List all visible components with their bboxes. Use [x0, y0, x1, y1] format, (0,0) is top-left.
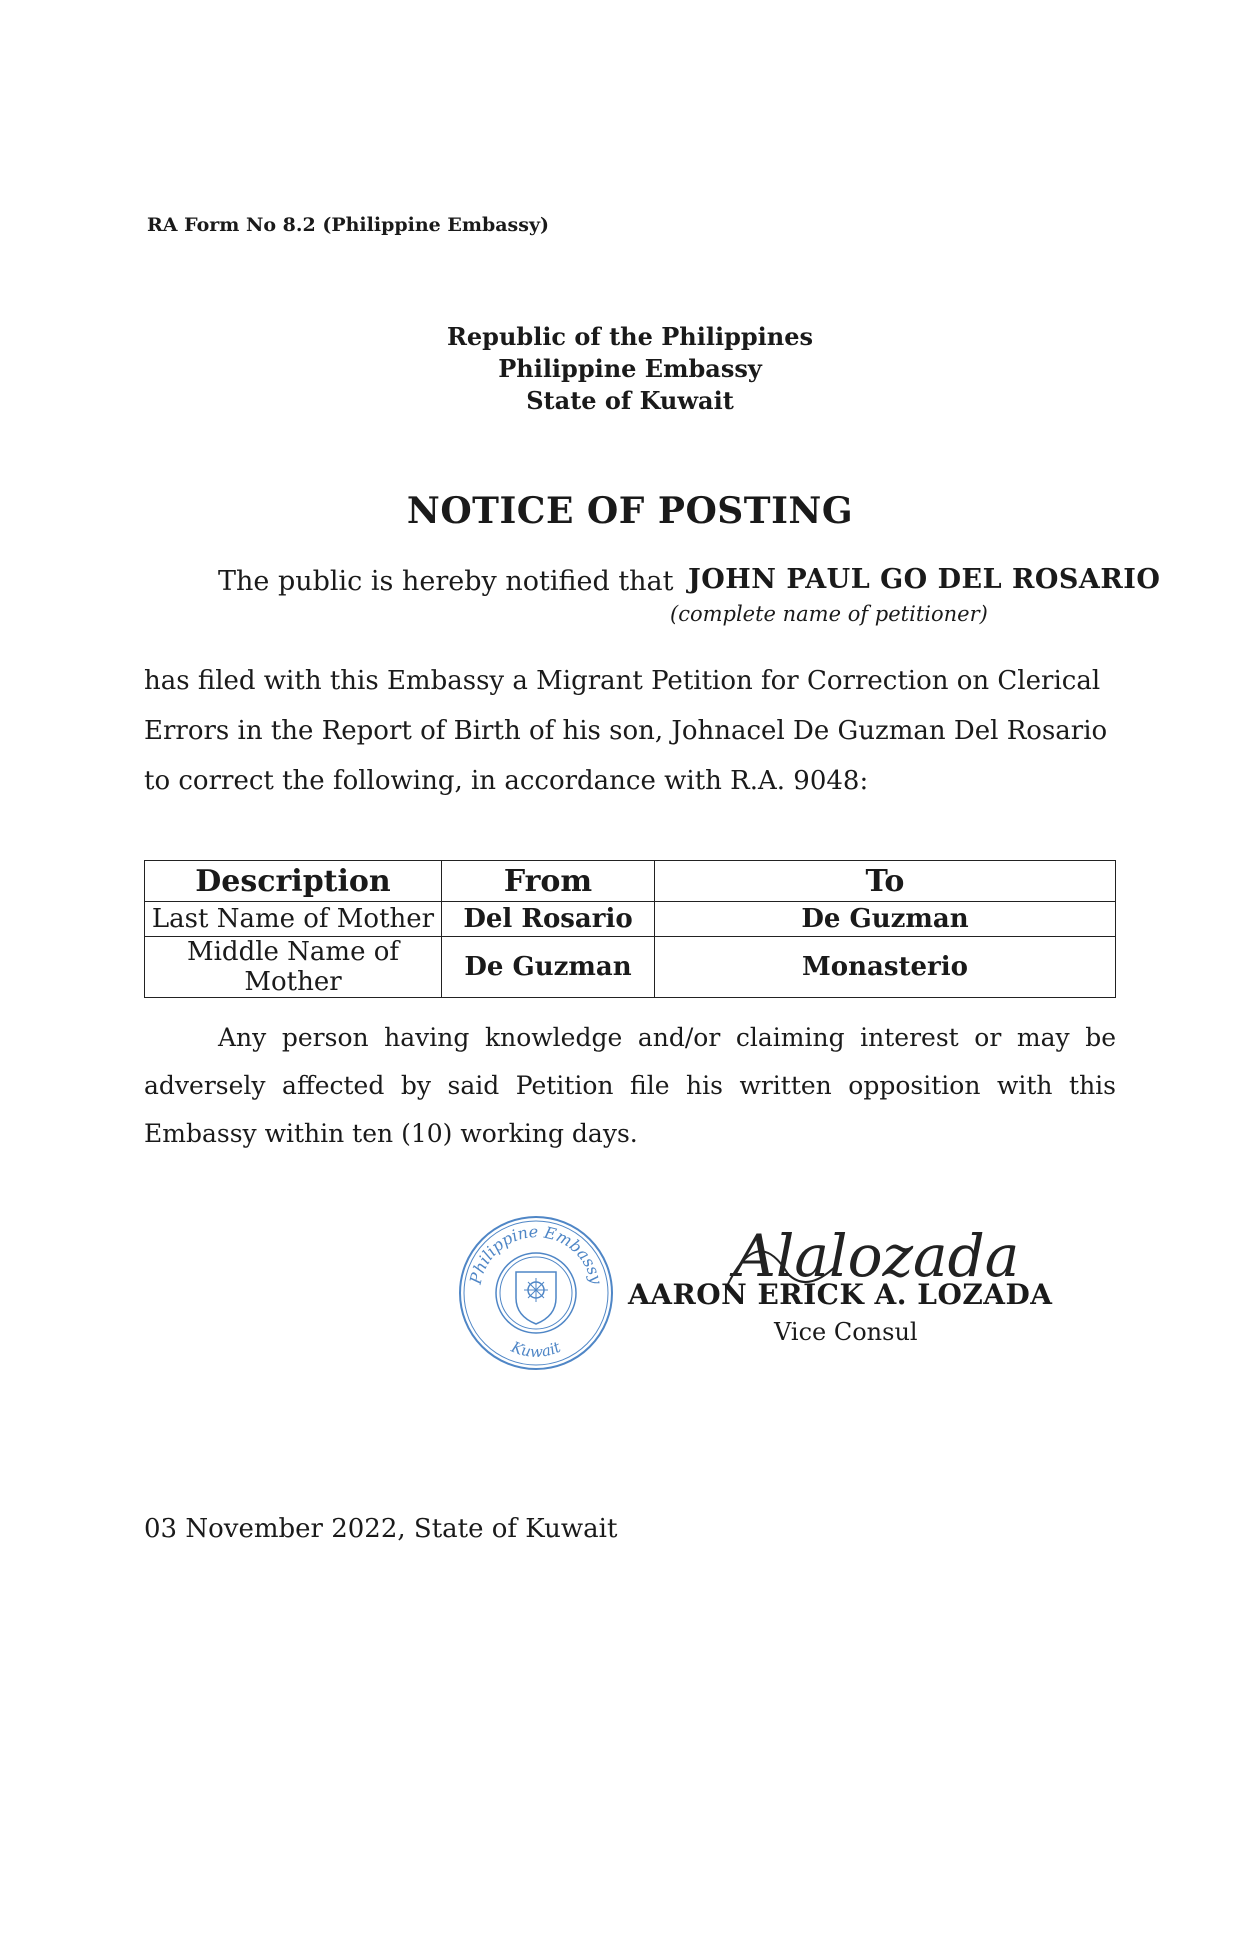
signature-text: Alalozada: [734, 1222, 1020, 1290]
cell-from: Del Rosario: [442, 902, 655, 937]
cell-description: Last Name of Mother: [145, 902, 442, 937]
column-header-to: To: [655, 861, 1116, 902]
notice-body: has filed with this Embassy a Migrant Petition for Correction on Clerical Errors in the Report of Birth of his son, Johnacel De Guzman Del Rosario to correct the following, in accordance with R.A. 9048:: [144, 666, 1108, 796]
cell-to: De Guzman: [655, 902, 1116, 937]
table-row: [145, 902, 1116, 937]
column-header-from: From: [442, 861, 655, 902]
date-place: 03 November 2022, State of Kuwait: [144, 1514, 618, 1544]
opposition-text: Any person having knowledge and/or claiming interest or may be adversely affected by said Petition file his written opposition with this Embassy within ten (10) working days.: [144, 1023, 1116, 1148]
signatory-title: Vice Consul: [774, 1318, 918, 1346]
svg-text:Kuwait: [508, 1337, 564, 1360]
header-office: Philippine Embassy: [498, 354, 762, 383]
form-number: RA Form No 8.2 (Philippine Embassy): [147, 214, 549, 236]
table-header-row: [145, 861, 1116, 902]
column-header-description: Description: [145, 861, 442, 902]
corrections-table: [144, 860, 1116, 998]
seal-bottom-text: Kuwait: [508, 1337, 564, 1361]
seal-top-text: Philippine Embassy: [465, 1222, 607, 1286]
opposition-paragraph: [144, 1014, 1116, 1158]
header-country: Republic of the Philippines: [446, 322, 814, 351]
table-row: [145, 937, 1116, 998]
cell-from: De Guzman: [442, 937, 655, 998]
petitioner-caption: (complete name of petitioner): [670, 602, 988, 626]
cell-to: Monasterio: [655, 937, 1116, 998]
cell-description: Middle Name of Mother: [145, 937, 442, 998]
petitioner-name: JOHN PAUL GO DEL ROSARIO: [688, 564, 1161, 595]
document-title: NOTICE OF POSTING: [406, 490, 854, 532]
notice-intro: The public is hereby notified that: [218, 566, 674, 597]
signatory-name: AARON ERICK A. LOZADA: [628, 1278, 1053, 1311]
embassy-seal: [456, 1212, 616, 1374]
header-state: State of Kuwait: [526, 386, 734, 415]
svg-text:Philippine Embassy: [466, 1222, 607, 1287]
